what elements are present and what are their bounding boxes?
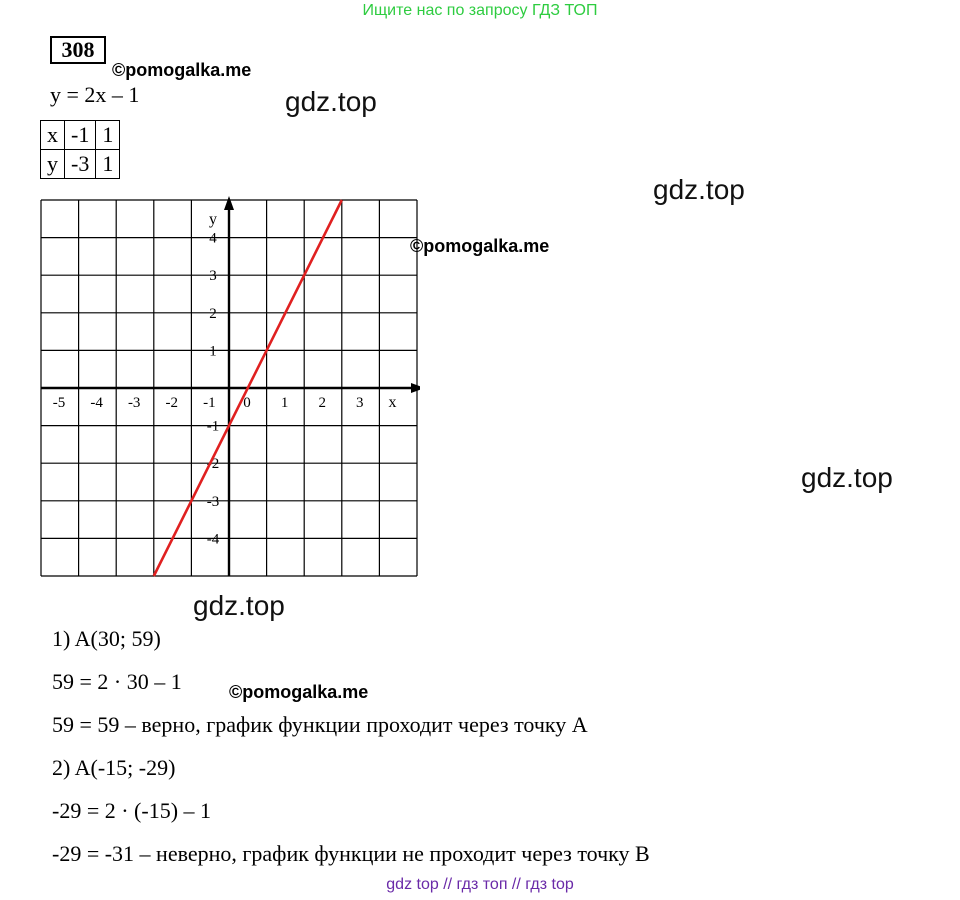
y-axis-arrow <box>224 196 234 210</box>
y-tick-label: 3 <box>209 268 217 285</box>
x-tick-label: -5 <box>52 395 66 411</box>
watermark-copyright: ©pomogalka.me <box>229 682 369 702</box>
x-tick-label: -2 <box>165 395 179 411</box>
x-axis-arrow <box>411 383 420 393</box>
watermark-gdz: gdz.top <box>801 462 893 493</box>
task-number: 308 <box>50 36 106 64</box>
y-tick-label: -2 <box>206 456 220 473</box>
watermark-copyright: ©pomogalka.me <box>410 236 550 256</box>
watermark-gdz: gdz.top <box>653 174 745 205</box>
solution-line: 1) A(30; 59) <box>52 626 161 651</box>
x-axis-label: x <box>388 394 397 411</box>
y-tick-label: 1 <box>209 343 217 360</box>
solution-line: 59 = 2 · 30 – 1 <box>52 669 182 694</box>
table-cell: 1 <box>96 150 120 179</box>
y-axis-label: y <box>209 210 217 228</box>
y-tick-label: 2 <box>209 305 217 322</box>
table-cell: x <box>41 121 65 150</box>
x-tick-label: -4 <box>90 395 103 411</box>
y-tick-label: -1 <box>206 418 220 435</box>
function-graph <box>0 0 420 600</box>
solution-line: -29 = -31 – неверно, график функции не проходит через точку B <box>52 841 650 866</box>
table-cell: 1 <box>96 121 120 150</box>
x-tick-label: 1 <box>280 395 289 411</box>
search-banner: Ищите нас по запросу ГДЗ ТОП <box>362 2 598 19</box>
x-tick-label: -1 <box>203 395 216 411</box>
y-tick-label: 4 <box>209 230 217 247</box>
watermark-gdz: gdz.top <box>193 590 285 621</box>
watermark-gdz: gdz.top <box>285 86 377 117</box>
function-formula: y = 2x – 1 <box>50 82 140 107</box>
x-tick-label: 3 <box>356 395 364 411</box>
y-tick-label: -4 <box>206 531 220 548</box>
y-tick-label: -3 <box>206 493 220 510</box>
axes <box>41 196 420 576</box>
solution-line: 2) A(-15; -29) <box>52 755 176 780</box>
table-cell: y <box>41 150 65 179</box>
x-tick-label: -3 <box>127 395 141 411</box>
x-tick-label: 0 <box>243 395 251 411</box>
solution-line: -29 = 2 · (-15) – 1 <box>52 798 212 823</box>
x-tick-label: 2 <box>318 395 326 411</box>
watermark-copyright: ©pomogalka.me <box>112 60 252 80</box>
solution-line: 59 = 59 – верно, график функции проходит через точку A <box>52 712 588 737</box>
footer-links: gdz top // гдз топ // гдз top <box>386 876 574 893</box>
table-cell: -3 <box>65 150 96 179</box>
table-cell: -1 <box>65 121 96 150</box>
tick-labels <box>53 211 397 548</box>
